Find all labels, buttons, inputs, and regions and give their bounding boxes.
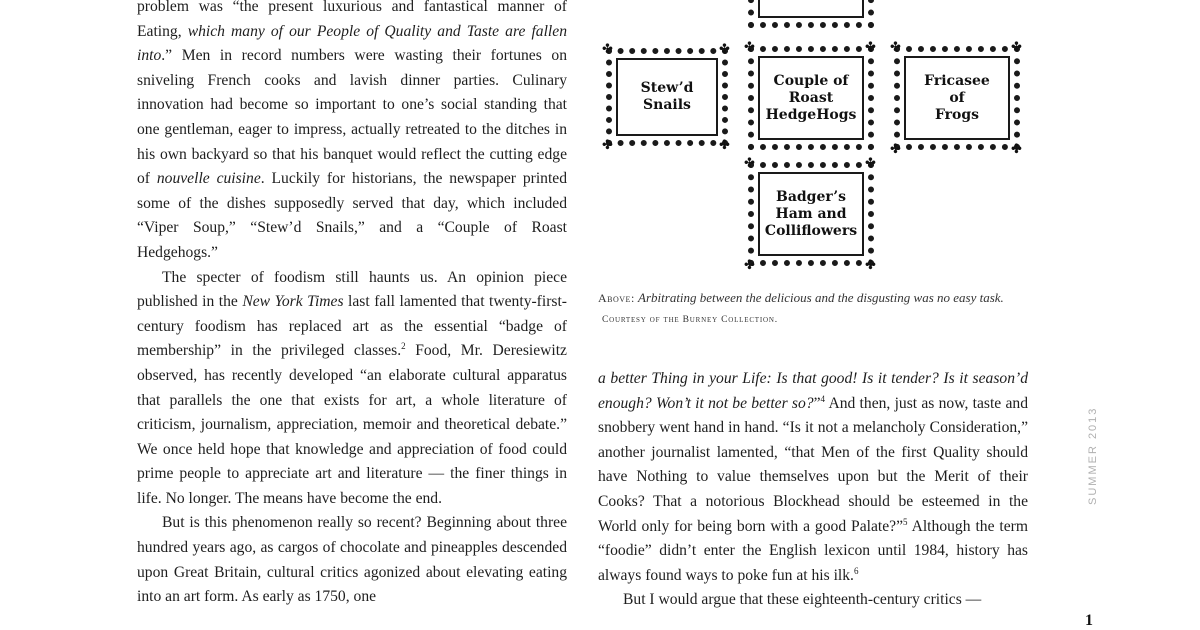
footnote-ref[interactable]: 5 <box>903 516 908 527</box>
fleuron-icon: ✤ <box>602 137 613 152</box>
issue-label: SUMMER 2013 <box>1087 406 1099 505</box>
paragraph: The specter of foodism still haunts us. An opinion piece published in the New York Times last fall lamented that twenty-first-century foodism has replaced art as the essential “badge of membership” in the privileged classes.$^2$ Food, Mr. Deresiewitz observed, has recently developed “an elaborate cultural apparatus that parallels the one that exists for art, a whole literature of criticism, journalism, appreciation, memoir and theoretical debate.” We once held hope that knowledge and appreciation of food could prime people to appreciate art and literature — the finer things in life. No longer. The means have become the end. <box>137 268 567 507</box>
caption-text: Arbitrating between the delicious and the disgusting was no easy task. <box>638 290 1004 305</box>
footnote-ref[interactable]: 4 <box>820 393 826 404</box>
page-number: 1 <box>1085 612 1093 629</box>
fleuron-icon: ✤ <box>890 39 901 54</box>
fleuron-icon: ✤ <box>602 41 613 56</box>
dish-left <box>606 48 728 146</box>
caption-lead: Above: <box>598 291 635 305</box>
footnote-ref[interactable]: 6 <box>853 565 859 576</box>
fleuron-icon: ✤ <box>865 257 876 272</box>
fleuron-icon: ✤ <box>719 41 730 56</box>
dish-label: Stew’d Snails <box>640 80 694 113</box>
dish-top <box>748 0 874 28</box>
paragraph: But is this phenomenon really so recent? Beginning about three hundred years ago, as cargos of chocolate and pineapples descended upon Great Britain, cultural critics agonized about elevating eating into an art form. As early as 1750, one <box>137 514 567 606</box>
dish-center <box>748 46 874 150</box>
fleuron-icon: ✤ <box>1011 141 1022 156</box>
left-column <box>137 0 567 610</box>
paragraph: But I would argue that these eighteenth-century critics — <box>623 591 982 609</box>
dish-label: Badger’s Ham and Colliflowers <box>764 188 858 239</box>
paragraph: problem was “the present luxurious and fantastical manner of Eating, which many of our People of Quality and Taste are fallen into.” Men in record numbers were wasting their fortunes on sniveling French cooks and lavish dinner parties. Culinary innovation had become so important to one’s social standing that one gentleman, eager to impress, actually retreated to the ditches in his own backyard so that his banquet would reflect the cutting edge of nouvelle cuisine. Luckily for historians, the newspaper printed some of the dishes supposedly served that day, which included “Viper Soup,” “Stew’d Snails,” and a “Couple of Roast Hedgehogs.” <box>137 0 568 261</box>
footnote-ref[interactable]: 2 <box>401 341 406 352</box>
dish-bottom <box>748 162 874 266</box>
fleuron-icon: ✤ <box>744 155 755 170</box>
caption-credit: Courtesy of the Burney Collection. <box>602 315 778 325</box>
paragraph: a better Thing in your Life: Is that good! Is it tender? Is it season’d enough? Won’t it not be better so?”$^4$ And then, just as now, taste and snobbery went hand in hand. “Is it not a melancholy Consideration,” another journalist lamented, “that Men of the first Quality should have Nothing to value themselves upon but the Merit of their Cooks? That a notorious Blockhead should be esteemed in the World only for being born with a good Palate?”$^5$ Although the term “foodie” didn’t enter the English lexicon until 1984, history has always found ways to poke fun at his ilk.$^6$ <box>598 370 1029 584</box>
dish-right <box>894 46 1020 150</box>
right-column <box>598 367 1028 613</box>
fleuron-icon: ✤ <box>890 141 901 156</box>
menu-illustration <box>596 0 1036 275</box>
fleuron-icon: ✤ <box>865 155 876 170</box>
dish-label: Couple of Roast HedgeHogs <box>765 72 857 123</box>
dish-label: Fricasee of Frogs <box>924 72 990 123</box>
fleuron-icon: ✤ <box>1011 39 1022 54</box>
fleuron-icon: ✤ <box>719 137 730 152</box>
figure-caption <box>598 288 1034 330</box>
fleuron-icon: ✤ <box>744 39 755 54</box>
fleuron-icon: ✤ <box>865 39 876 54</box>
fleuron-icon: ✤ <box>744 257 755 272</box>
